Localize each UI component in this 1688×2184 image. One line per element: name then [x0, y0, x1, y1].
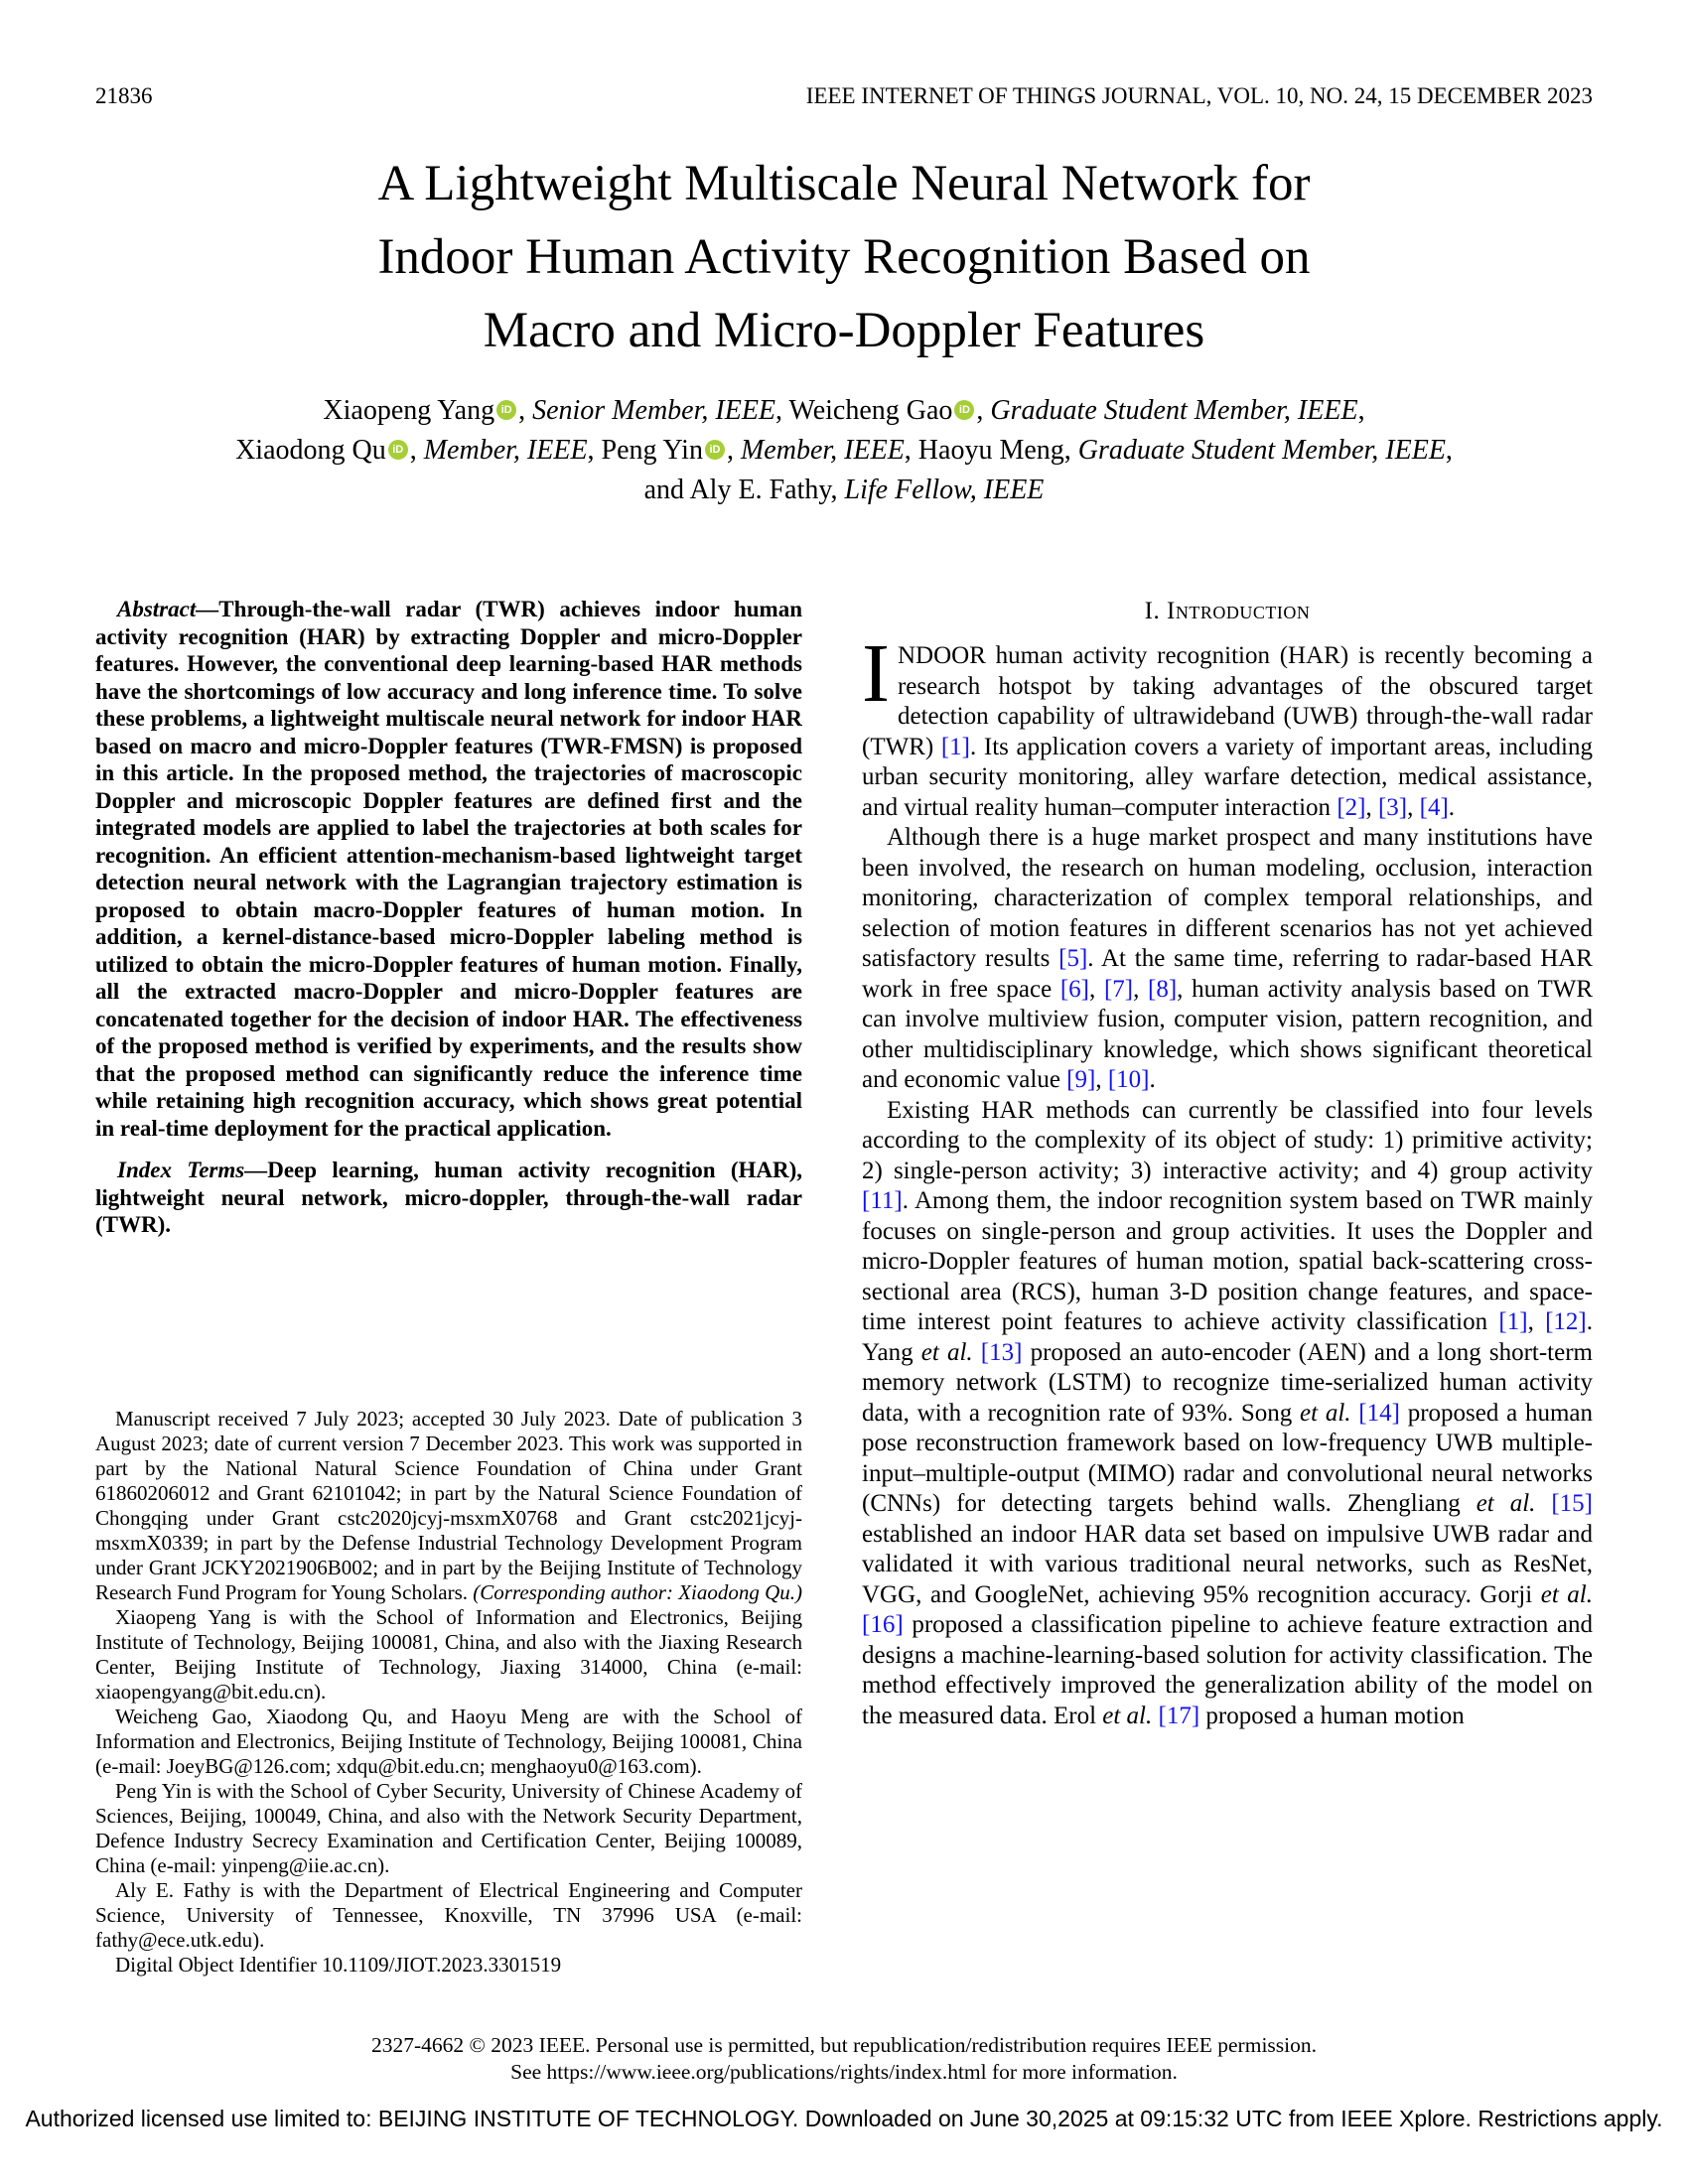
citation-link[interactable]: [7] [1103, 975, 1134, 1003]
title-line-2: Indoor Human Activity Recognition Based on [377, 229, 1311, 285]
orcid-icon[interactable]: iD [954, 400, 974, 420]
dropcap: I [862, 627, 890, 720]
citation-link[interactable]: [6] [1059, 975, 1090, 1003]
index-terms [95, 1157, 802, 1239]
title-line-3: Macro and Micro-Doppler Features [483, 303, 1205, 358]
orcid-icon[interactable]: iD [388, 440, 408, 460]
right-column [862, 596, 1593, 2033]
citation-link[interactable]: [3] [1377, 793, 1408, 821]
intro-paragraph-1-text: NDOOR human activity recognition (HAR) is recently becoming a research hotspot by taking advantages of the obscured target detection capability of ultrawideband (UWB) through-the-wall radar (TWR) [1]. Its application covers a variety of important areas, including urban security monitoring, alley warfare detection, medical assistance, and virtual reality human–computer interaction [2], [3], [4]. [862, 642, 1593, 821]
citation-link[interactable]: [15] [1551, 1490, 1593, 1517]
author-line-3: and Aly E. Fathy, Life Fellow, IEEE [643, 475, 1045, 505]
footnote-affiliation-gao-qu-meng: Weicheng Gao, Xiaodong Qu, and Haoyu Meng are with the School of Information and Electronics, Beijing Institute of Technology, Beijing 100081, China (e-mail: JoeyBG@126.com; xdqu@bit.edu.cn; menghaoyu0@163.com). [95, 1705, 802, 1778]
intro-paragraph-2: Although there is a huge market prospect and many institutions have been involved, the research on human modeling, occlusion, interaction monitoring, characterization of complex temporal relationships, and selection of motion features in different scenarios has not yet achieved satisfactory results [5]. At the same time, referring to radar-based HAR work in free space [6], [7], [8], human activity analysis based on TWR can involve multiview fusion, computer vision, pattern recognition, and other multidisciplinary knowledge, which shows significant theoretical and economic value [9], [10]. [862, 824, 1593, 1093]
citation-link[interactable]: [1] [940, 733, 970, 760]
citation-link[interactable]: [12] [1545, 1308, 1587, 1335]
citation-link[interactable]: [17] [1158, 1702, 1200, 1729]
title-line-1: A Lightweight Multiscale Neural Network for [377, 156, 1311, 211]
first-page-footnote [95, 1407, 802, 1978]
abstract-label: Abstract— [117, 597, 219, 621]
citation-link[interactable]: [13] [980, 1338, 1023, 1366]
section-heading-introduction: I. Introduction [1144, 598, 1311, 624]
citation-link[interactable]: [4] [1419, 793, 1449, 821]
license-line: Authorized licensed use limited to: BEIJING INSTITUTE OF TECHNOLOGY. Downloaded on June 30,2025 at 09:15:32 UTC from IEEE Xplore. Restrictions apply. [25, 2106, 1663, 2131]
citation-link[interactable]: [9] [1066, 1066, 1096, 1093]
left-column [95, 596, 802, 1978]
paper-title [0, 147, 1688, 367]
copyright-line-1: 2327-4662 © 2023 IEEE. Personal use is permitted, but republication/redistribution requires IEEE permission. [371, 2033, 1317, 2057]
intro-paragraph-1 [862, 627, 1593, 823]
abstract [95, 596, 802, 1142]
copyright-block [0, 2032, 1688, 2086]
author-line-1: Xiaopeng Yang iD , Senior Member, IEEE, Weicheng Gao iD , Graduate Student Member, IEEE, [323, 395, 1365, 426]
abstract-text: Through-the-wall radar (TWR) achieves indoor human activity recognition (HAR) by extracting Doppler and micro-Doppler features. However, the conventional deep learning-based HAR methods have the shortcomings of low accuracy and long inference time. To solve these problems, a lightweight multiscale neural network for indoor HAR based on macro and micro-Doppler features (TWR-FMSN) is proposed in this article. In the proposed method, the trajectories of macroscopic Doppler and microscopic Doppler features are defined first and the integrated models are applied to label the trajectories at both scales for recognition. An efficient attention-mechanism-based lightweight target detection neural network with the Lagrangian trajectory estimation is proposed to obtain macro-Doppler features of human motion. In addition, a kernel-distance-based micro-Doppler labeling method is utilized to obtain the micro-Doppler features of human motion. Finally, all the extracted macro-Doppler and micro-Doppler features are concatenated together for the decision of indoor HAR. The effectiveness of the proposed method is verified by experiments, and the results show that the proposed method can significantly reduce the inference time while retaining high recognition accuracy, which shows great potential in real-time deployment for the practical application. [95, 597, 802, 1141]
citation-link[interactable]: [16] [862, 1611, 904, 1638]
author-list [0, 391, 1688, 510]
running-head [95, 83, 1593, 109]
index-terms-text: Deep learning, human activity recognition (HAR), lightweight neural network, micro-doppler, through-the-wall radar (TWR). [95, 1158, 802, 1237]
footnote-affiliation-fathy: Aly E. Fathy is with the Department of Electrical Engineering and Computer Science, University of Tennessee, Knoxville, TN 37996 USA (e-mail: fathy@ece.utk.edu). [95, 1878, 802, 1952]
journal-line: IEEE INTERNET OF THINGS JOURNAL, VOL. 10, NO. 24, 15 DECEMBER 2023 [805, 83, 1593, 108]
footnote-manuscript: Manuscript received 7 July 2023; accepted 30 July 2023. Date of publication 3 August 2023; date of current version 7 December 2023. This work was supported in part by the National Natural Science Foundation of China under Grant 61860206012 and Grant 62101042; in part by the Natural Science Foundation of Chongqing under Grant cstc2020jcyj-msxmX0768 and Grant cstc2021jcyj-msxmX0339; in part by the Defense Industrial Technology Development Program under Grant JCKY2021906B002; and in part by the Beijing Institute of Technology Research Fund Program for Young Scholars. (Corresponding author: Xiaodong Qu.) [95, 1407, 802, 1604]
author-line-2: Xiaodong Qu iD , Member, IEEE, Peng Yin iD , Member, IEEE, Haoyu Meng, Graduate Student Member, IEEE, [235, 435, 1453, 466]
citation-link[interactable]: [5] [1058, 945, 1088, 972]
citation-link[interactable]: [14] [1358, 1399, 1400, 1427]
citation-link[interactable]: [11] [862, 1187, 903, 1214]
footnote-doi: Digital Object Identifier 10.1109/JIOT.2023.3301519 [115, 1953, 562, 1977]
copyright-line-2: See https://www.ieee.org/publications/rights/index.html for more information. [510, 2060, 1178, 2084]
intro-paragraph-3: Existing HAR methods can currently be classified into four levels according to the complexity of its object of study: 1) primitive activity; 2) single-person activity; 3) interactive activity; and 4) group activity [11]. Among them, the indoor recognition system based on TWR mainly focuses on single-person and group activities. It uses the Doppler and micro-Doppler features of human motion, spatial back-scattering cross-sectional area (RCS), human 3-D position change features, and space-time interest point features to achieve activity classification [1], [12]. Yang et al. [13] proposed an auto-encoder (AEN) and a long short-term memory network (LSTM) to recognize time-serialized human activity data, with a recognition rate of 93%. Song et al. [14] proposed a human pose reconstruction framework based on low-frequency UWB multiple-input–multiple-output (MIMO) radar and convolutional neural networks (CNNs) for detecting targets behind walls. Zhengliang et al. [15] established an indoor HAR data set based on impulsive UWB radar and validated it with various traditional neural networks, such as ResNet, VGG, and GoogleNet, achieving 95% recognition accuracy. Gorji et al. [16] proposed a classification pipeline to achieve feature extraction and designs a machine-learning-based solution for activity classification. The method effectively improved the generalization ability of the model on the measured data. Erol et al. [17] proposed a human motion [862, 1096, 1593, 1729]
footnote-affiliation-yin: Peng Yin is with the School of Cyber Security, University of Chinese Academy of Sciences, Beijing, 100049, China, and also with the Network Security Department, Defence Industry Secrecy Examination and Certification Center, Beijing 100089, China (e-mail: yinpeng@iie.ac.cn). [95, 1779, 802, 1877]
citation-link[interactable]: [8] [1148, 975, 1178, 1003]
orcid-icon[interactable]: iD [705, 440, 725, 460]
page-number: 21836 [95, 83, 153, 108]
citation-link[interactable]: [2] [1336, 793, 1366, 821]
citation-link[interactable]: [1] [1498, 1308, 1528, 1335]
index-terms-label: Index Terms— [117, 1158, 268, 1182]
orcid-icon[interactable]: iD [496, 400, 516, 420]
citation-link[interactable]: [10] [1107, 1066, 1150, 1093]
footnote-affiliation-yang: Xiaopeng Yang is with the School of Information and Electronics, Beijing Institute of Technology, Beijing 100081, China, and also with the Jiaxing Research Center, Beijing Institute of Technology, Jiaxing 314000, China (e-mail: xiaopengyang@bit.edu.cn). [95, 1605, 802, 1704]
